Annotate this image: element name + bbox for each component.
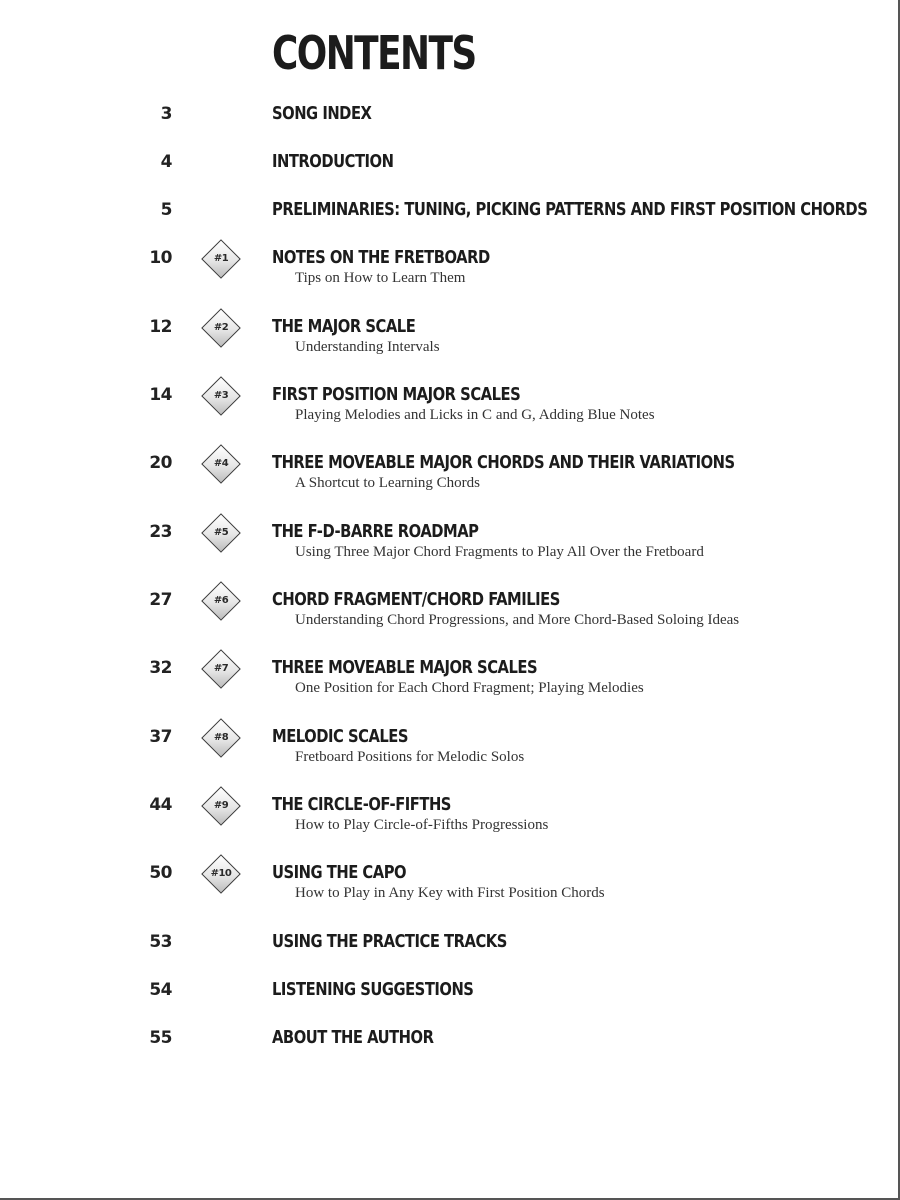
roadmap-number: #5 (213, 527, 229, 538)
chapter-heading[interactable]: USING THE CAPO (272, 862, 407, 883)
toc-entry[interactable] (0, 726, 900, 786)
chapter-heading[interactable]: USING THE PRACTICE TRACKS (272, 931, 507, 952)
chapter-subtitle: How to Play in Any Key with First Position Chords (295, 885, 605, 901)
roadmap-number: #1 (213, 253, 229, 264)
chapter-heading[interactable]: SONG INDEX (272, 103, 372, 124)
page-number: 12 (149, 317, 172, 337)
page-number: 44 (149, 795, 172, 815)
page-number: 37 (149, 727, 172, 747)
toc-entry[interactable] (0, 521, 900, 581)
toc-entry[interactable] (0, 1027, 900, 1087)
toc-entry[interactable] (0, 657, 900, 717)
chapter-heading[interactable]: CHORD FRAGMENT/CHORD FAMILIES (272, 589, 560, 610)
page-number: 32 (149, 658, 172, 678)
toc-entry[interactable] (0, 247, 900, 307)
roadmap-badge (201, 444, 241, 484)
roadmap-badge (201, 376, 241, 416)
page-number: 53 (149, 932, 172, 952)
page-number: 10 (149, 248, 172, 268)
roadmap-badge (201, 581, 241, 621)
chapter-subtitle: Understanding Chord Progressions, and More Chord-Based Soloing Ideas (295, 612, 740, 628)
roadmap-badge (201, 513, 241, 553)
roadmap-number: #4 (213, 458, 229, 469)
chapter-heading[interactable]: MELODIC SCALES (272, 726, 409, 747)
chapter-subtitle: Understanding Intervals (295, 339, 440, 355)
chapter-heading[interactable]: THE MAJOR SCALE (272, 316, 416, 337)
roadmap-number: #9 (213, 800, 229, 811)
roadmap-badge (201, 239, 241, 279)
chapter-heading[interactable]: NOTES ON THE FRETBOARD (272, 247, 490, 268)
chapter-heading[interactable]: PRELIMINARIES: TUNING, PICKING PATTERNS AND FIRST POSITION CHORDS (272, 199, 868, 220)
toc-entry[interactable] (0, 316, 900, 376)
chapter-subtitle: Playing Melodies and Licks in C and G, Adding Blue Notes (295, 407, 655, 423)
chapter-heading[interactable]: FIRST POSITION MAJOR SCALES (272, 384, 521, 405)
roadmap-number: #2 (213, 322, 229, 333)
page-number: 4 (160, 152, 172, 172)
chapter-subtitle: One Position for Each Chord Fragment; Playing Melodies (295, 680, 644, 696)
page-number: 54 (149, 980, 172, 1000)
roadmap-badge (201, 786, 241, 826)
page-number: 20 (149, 453, 172, 473)
page-number: 5 (160, 200, 172, 220)
page-number: 55 (149, 1028, 172, 1048)
toc-entry[interactable] (0, 589, 900, 649)
page-number: 23 (149, 522, 172, 542)
chapter-subtitle: How to Play Circle-of-Fifths Progressions (295, 817, 549, 833)
roadmap-badge (201, 308, 241, 348)
chapter-heading[interactable]: THE CIRCLE-OF-FIFTHS (272, 794, 451, 815)
roadmap-badge (201, 718, 241, 758)
toc-entry[interactable] (0, 794, 900, 854)
page-number: 27 (149, 590, 172, 610)
page-number: 50 (149, 863, 172, 883)
chapter-subtitle: Fretboard Positions for Melodic Solos (295, 749, 525, 765)
toc-entry[interactable] (0, 384, 900, 444)
page-number: 14 (149, 385, 172, 405)
roadmap-number: #10 (210, 868, 232, 879)
chapter-subtitle: A Shortcut to Learning Chords (295, 475, 480, 491)
chapter-heading[interactable]: INTRODUCTION (272, 151, 394, 172)
page-title: CONTENTS (272, 26, 476, 80)
roadmap-number: #3 (213, 390, 229, 401)
chapter-heading[interactable]: THREE MOVEABLE MAJOR CHORDS AND THEIR VARIATIONS (272, 452, 735, 473)
page-number: 3 (160, 104, 172, 124)
chapter-heading[interactable]: LISTENING SUGGESTIONS (272, 979, 474, 1000)
toc-entry[interactable] (0, 862, 900, 922)
roadmap-badge (201, 649, 241, 689)
chapter-subtitle: Using Three Major Chord Fragments to Play All Over the Fretboard (295, 544, 704, 560)
roadmap-number: #8 (213, 732, 229, 743)
toc-entry[interactable] (0, 452, 900, 512)
roadmap-badge (201, 854, 241, 894)
chapter-subtitle: Tips on How to Learn Them (295, 270, 466, 286)
chapter-heading[interactable]: THREE MOVEABLE MAJOR SCALES (272, 657, 538, 678)
roadmap-number: #6 (213, 595, 229, 606)
chapter-heading[interactable]: THE F-D-BARRE ROADMAP (272, 521, 479, 542)
chapter-heading[interactable]: ABOUT THE AUTHOR (272, 1027, 434, 1048)
roadmap-number: #7 (213, 663, 229, 674)
